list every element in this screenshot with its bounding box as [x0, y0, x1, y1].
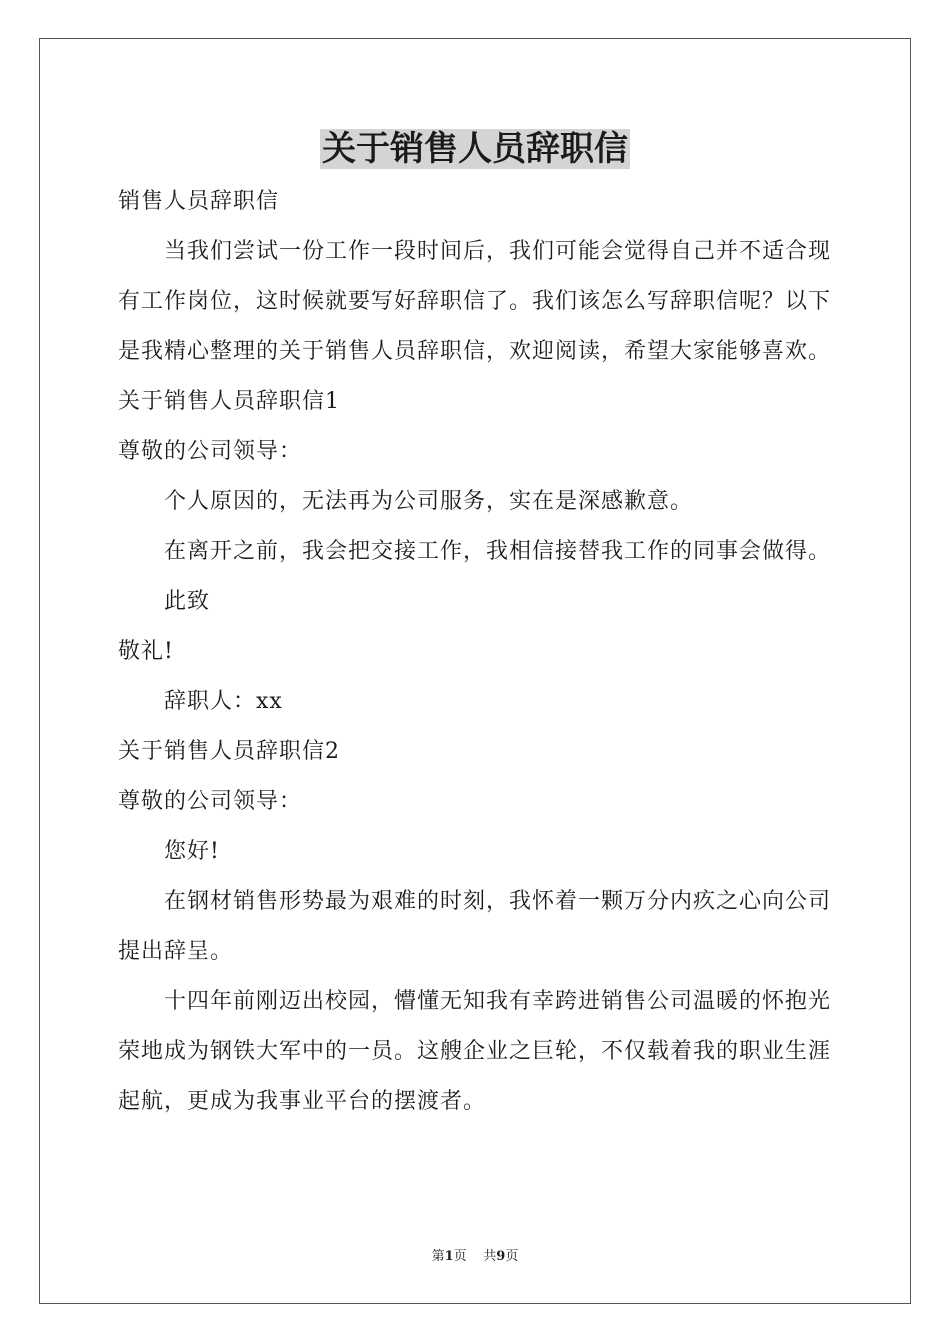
letter-1-heading: 关于销售人员辞职信1 [118, 389, 340, 414]
page-suffix: 页 [453, 1249, 467, 1264]
letter-1-closing: 此致 [164, 589, 211, 614]
letter-1-regards: 敬礼! [118, 639, 174, 664]
subtitle-line: 销售人员辞职信 [118, 189, 280, 214]
letter-1-salutation: 尊敬的公司领导： [118, 439, 303, 464]
total-prefix: 共 [483, 1249, 497, 1264]
document-body [118, 177, 838, 1127]
intro-paragraph: 当我们尝试一份工作一段时间后，我们可能会觉得自己并不适合现有工作岗位，这时候就要写好辞职信了。我们该怎么写辞职信呢？以下是我精心整理的关于销售人员辞职信，欢迎阅读，希望大家能够喜欢。 [118, 239, 832, 364]
letter-2-paragraph: 在钢材销售形势最为艰难的时刻，我怀着一颗万分内疚之心向公司提出辞呈。 [118, 889, 832, 964]
current-page-number: 1 [444, 1249, 454, 1264]
document-title [0, 127, 950, 171]
letter-2-salutation: 尊敬的公司领导： [118, 789, 303, 814]
letter-1-paragraph: 个人原因的，无法再为公司服务，实在是深感歉意。 [164, 489, 694, 514]
letter-2-greeting: 您好! [164, 839, 220, 864]
letter-1-paragraph: 在离开之前，我会把交接工作，我相信接替我工作的同事会做得。 [164, 539, 832, 564]
letter-2-paragraph: 十四年前刚迈出校园，懵懂无知我有幸跨进销售公司温暖的怀抱光荣地成为钢铁大军中的一员。这艘企业之巨轮，不仅载着我的职业生涯起航，更成为我事业平台的摆渡者。 [118, 989, 832, 1114]
document-title-text: 关于销售人员辞职信 [322, 129, 628, 169]
total-suffix: 页 [505, 1249, 519, 1264]
page-number-footer [0, 1248, 950, 1266]
total-page-count: 9 [496, 1249, 506, 1264]
page-prefix: 第 [431, 1249, 445, 1264]
letter-1-signature: 辞职人：xx [164, 689, 283, 714]
letter-2-heading: 关于销售人员辞职信2 [118, 739, 340, 764]
